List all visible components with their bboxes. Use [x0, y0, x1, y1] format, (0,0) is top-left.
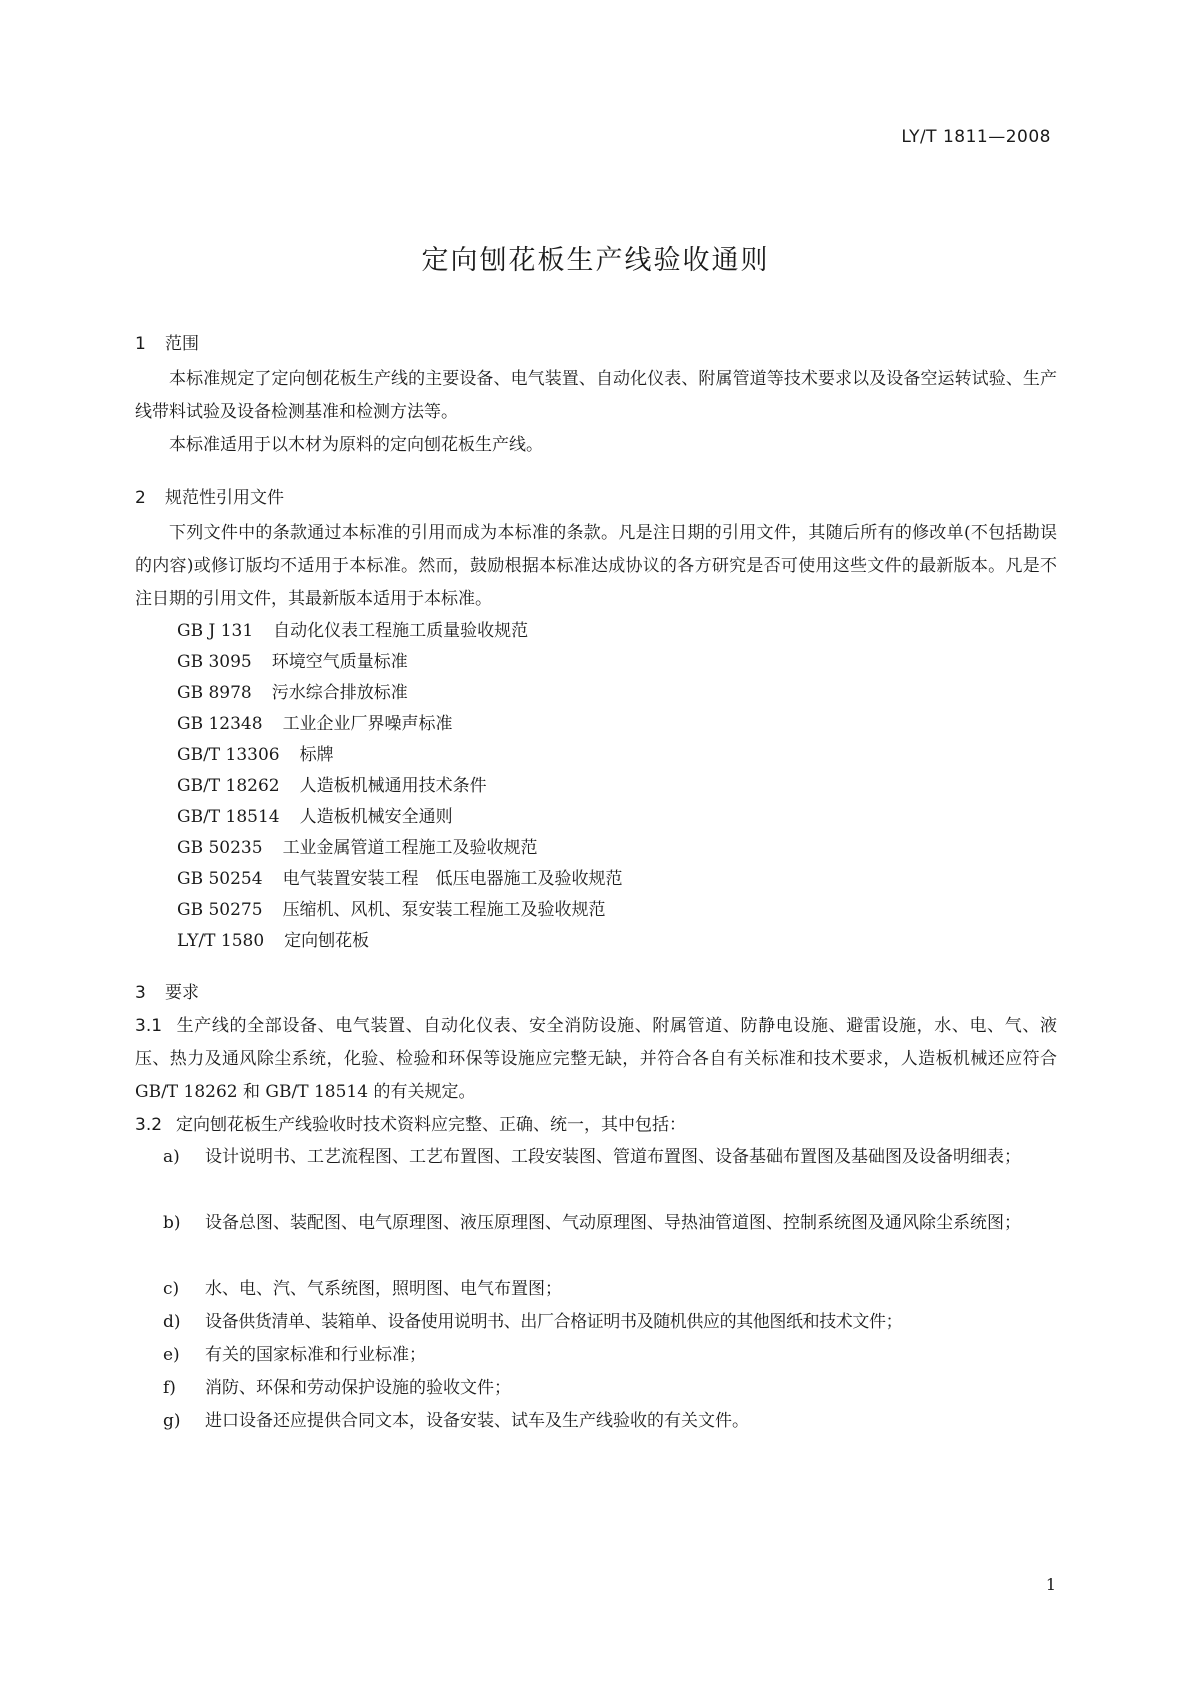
- section-title: 规范性引用文件: [165, 488, 284, 508]
- reference-item: [177, 869, 623, 889]
- clause-3-2: [135, 1109, 1057, 1142]
- clause-3-1: [135, 1010, 1057, 1109]
- reference-code: GB J 131: [177, 621, 254, 641]
- reference-item: [177, 931, 369, 951]
- reference-code: GB/T 18262: [177, 776, 280, 796]
- reference-item: [177, 776, 487, 796]
- reference-item: [177, 838, 538, 858]
- section-title: 范围: [165, 334, 199, 354]
- reference-title: 人造板机械通用技术条件: [299, 776, 487, 796]
- reference-title: 压缩机、风机、泵安装工程施工及验收规范: [282, 900, 606, 920]
- reference-title: 定向刨花板: [284, 931, 370, 951]
- document-title: 定向刨花板生产线验收通则: [421, 245, 770, 276]
- clause-number: 3.1: [135, 1016, 163, 1036]
- section-number: 1: [135, 334, 146, 354]
- reference-title: 人造板机械安全通则: [299, 807, 453, 827]
- reference-code: GB 50254: [177, 869, 263, 889]
- section-3-heading: [135, 978, 199, 1003]
- reference-title: 电气装置安装工程 低压电器施工及验收规范: [282, 869, 623, 889]
- list-item: [163, 1207, 1057, 1240]
- list-item-label: e): [163, 1345, 180, 1365]
- list-item-text: 消防、环保和劳动保护设施的验收文件；: [205, 1378, 511, 1398]
- reference-item: [177, 714, 453, 734]
- reference-code: GB 12348: [177, 714, 263, 734]
- reference-title: 自动化仪表工程施工质量验收规范: [273, 621, 529, 641]
- reference-title: 标牌: [299, 745, 334, 765]
- list-item-text: 设备总图、装配图、电气原理图、液压原理图、气动原理图、导热油管道图、控制系统图及通风除尘系统图；: [205, 1213, 1021, 1233]
- reference-title: 工业金属管道工程施工及验收规范: [282, 838, 538, 858]
- list-item: [163, 1339, 1057, 1372]
- scope-paragraph-2: 本标准适用于以木材为原料的定向刨花板生产线。: [169, 435, 543, 455]
- clause-number: 3.2: [135, 1115, 163, 1135]
- list-item-text: 进口设备还应提供合同文本，设备安装、试车及生产线验收的有关文件。: [205, 1411, 749, 1431]
- reference-item: [177, 807, 453, 827]
- scope-paragraph-1: 本标准规定了定向刨花板生产线的主要设备、电气装置、自动化仪表、附属管道等技术要求以及设备空运转试验、生产线带料试验及设备检测基准和检测方法等。: [135, 369, 1057, 422]
- reference-item: [177, 683, 408, 703]
- clause-text: 定向刨花板生产线验收时技术资料应完整、正确、统一，其中包括：: [176, 1115, 687, 1135]
- reference-code: GB/T 18514: [177, 807, 280, 827]
- reference-item: [177, 745, 334, 765]
- list-item-text: 设计说明书、工艺流程图、工艺布置图、工段安装图、管道布置图、设备基础布置图及基础图及设备明细表；: [205, 1147, 1021, 1167]
- reference-code: GB/T 13306: [177, 745, 280, 765]
- section-2-heading: [135, 483, 284, 508]
- reference-item: [177, 621, 528, 641]
- reference-code: GB 8978: [177, 683, 252, 703]
- list-item-label: c): [163, 1279, 180, 1299]
- section-1-heading: [135, 329, 199, 354]
- reference-item: [177, 900, 606, 920]
- list-item: [163, 1405, 1057, 1438]
- section-number: 3: [135, 983, 146, 1003]
- section-title: 要求: [165, 983, 199, 1003]
- list-item: [163, 1141, 1057, 1174]
- reference-code: GB 50275: [177, 900, 263, 920]
- list-item-label: a): [163, 1147, 180, 1167]
- references-intro: 下列文件中的条款通过本标准的引用而成为本标准的条款。凡是注日期的引用文件，其随后所有的修改单(不包括勘误的内容)或修订版均不适用于本标准。然而，鼓励根据本标准达成协议的各方研究是否可使用这些文件的最新版本。凡是不注日期的引用文件，其最新版本适用于本标准。: [135, 523, 1057, 609]
- list-item-text: 设备供货清单、装箱单、设备使用说明书、出厂合格证明书及随机供应的其他图纸和技术文件；: [205, 1312, 903, 1332]
- reference-title: 污水综合排放标准: [271, 683, 408, 703]
- list-item: [163, 1306, 1057, 1339]
- list-item: [163, 1372, 1057, 1405]
- reference-title: 工业企业厂界噪声标准: [282, 714, 453, 734]
- reference-code: LY/T 1580: [177, 931, 265, 951]
- list-item-label: f): [163, 1378, 176, 1398]
- standard-code: LY/T 1811—2008: [901, 127, 1051, 147]
- list-item-label: b): [163, 1213, 181, 1233]
- list-item: [163, 1273, 1057, 1306]
- list-item-text: 有关的国家标准和行业标准；: [205, 1345, 426, 1365]
- clause-text: 生产线的全部设备、电气装置、自动化仪表、安全消防设施、附属管道、防静电设施、避雷设施，水、电、气、液压、热力及通风除尘系统，化验、检验和环保等设施应完整无缺，并符合各自有关标准和技术要求，人造板机械还应符合 GB/T 18262 和 GB/T 18514 的有关规定。: [135, 1016, 1057, 1102]
- section-number: 2: [135, 488, 146, 508]
- list-item-label: g): [163, 1411, 181, 1431]
- list-item-label: d): [163, 1312, 181, 1332]
- reference-code: GB 50235: [177, 838, 263, 858]
- page-number: 1: [1045, 1575, 1056, 1594]
- list-item-text: 水、电、汽、气系统图，照明图、电气布置图；: [205, 1279, 562, 1299]
- reference-item: [177, 652, 408, 672]
- reference-code: GB 3095: [177, 652, 252, 672]
- reference-title: 环境空气质量标准: [271, 652, 408, 672]
